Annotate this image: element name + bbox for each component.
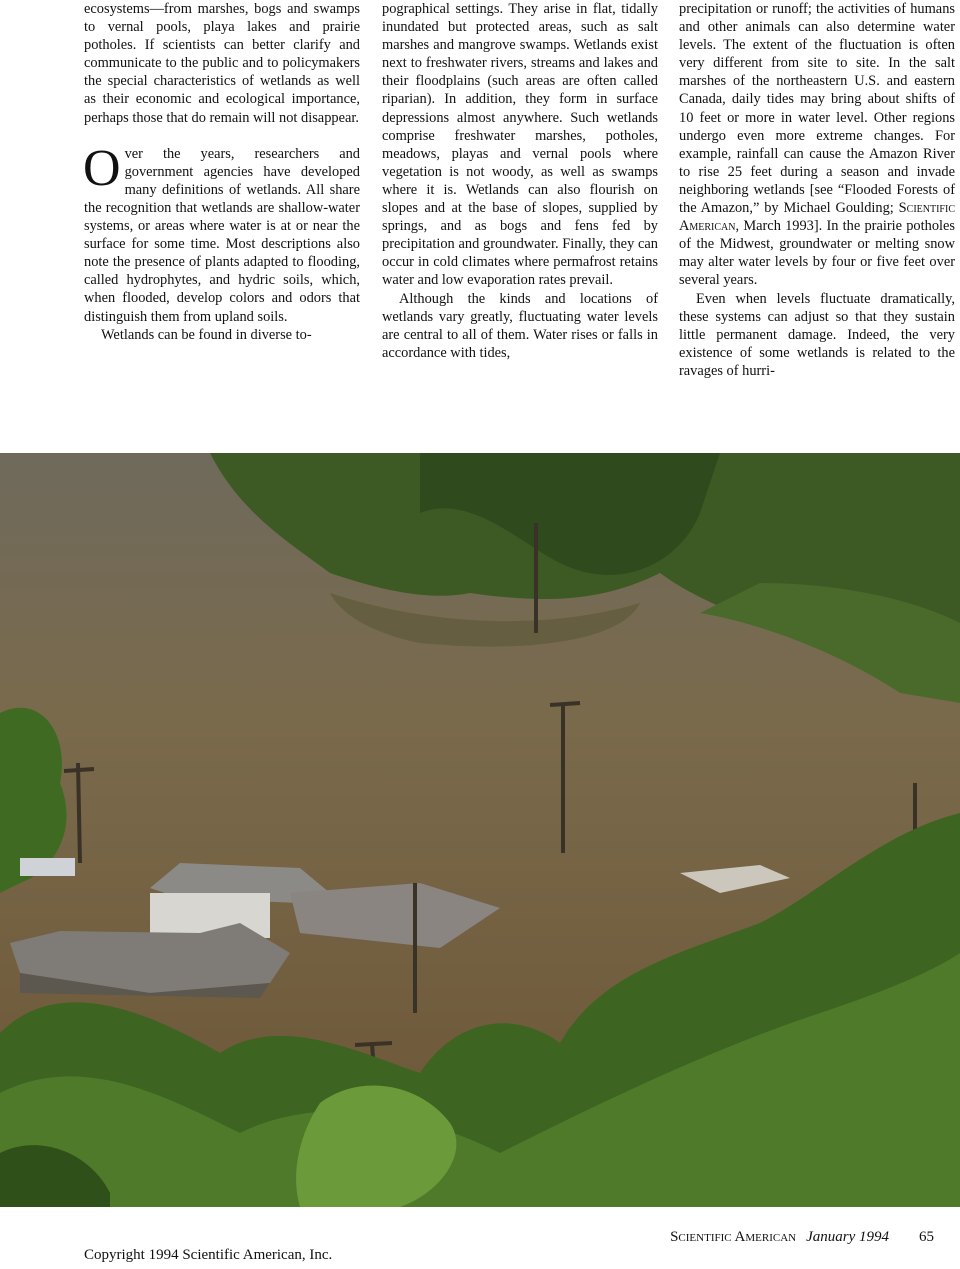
page-footer — [670, 1229, 934, 1246]
paragraph-with-dropcap — [83, 139, 360, 326]
paragraph — [679, 0, 955, 290]
paragraph: Wetlands can be found in diverse to- — [101, 326, 312, 343]
paragraph: Even when levels fluctuate dramatically, these systems can adjust so that they sustain little permanent damage. Indeed, the very existence of some wetlands is related to the ravages of hurri- — [679, 290, 955, 379]
magazine-name: Scientific American — [670, 1229, 797, 1245]
issue-date: January 1994 — [806, 1229, 889, 1245]
magazine-citation: Scientific American — [679, 200, 955, 235]
paragraph: Although the kinds and locations of wetlands vary greatly, fluctuating water levels are central to all of them. Water rises or falls in accordance with tides, — [382, 290, 658, 361]
text-column-1 — [84, 0, 360, 344]
paragraph: ecosystems—from marshes, bogs and swamps to vernal pools, playa lakes and prairie potholes. If scientists can better clarify and communicate to the public and to policymakers the special characteristics of wetlands as well as their economic and ecological importance, perhaps those that do remain will not disappear. — [84, 1, 360, 126]
copyright-notice: Copyright 1994 Scientific American, Inc. — [84, 1247, 333, 1263]
paragraph-text: , March 1993]. In the prairie potholes of the Midwest, groundwater or melting snow may alter water levels by four or five feet over several years. — [679, 218, 955, 289]
flooded-town-photo — [0, 453, 960, 1207]
text-column-3 — [679, 0, 955, 380]
paragraph-text: ver the years, researchers and government agencies have developed many definitions of wetlands. All share the recognition that wetlands are shallow-water systems, or areas where water is at or near the surface for some time. Most descriptions also note the presence of plants adapted to flooding, called hydrophytes, and hydric soils, which, when flooded, develop colors and odors that distinguish them from upland soils. — [84, 145, 360, 325]
text-column-2 — [382, 0, 658, 362]
paragraph-text: precipitation or runoff; the activities of humans and other animals can also determine water levels. The extent of the fluctuation is often very different from site to site. In the salt marshes of the northeastern U.S. and eastern Canada, daily tides may bring about shifts of 10 feet or more in water level. Other regions undergo even more extreme changes. For example, rainfall can cause the Amazon River to rise 25 feet during a season and invade neighboring wetlands [see “Flooded Forests of the Amazon,” by Michael Goulding; — [679, 1, 955, 217]
drop-cap: O — [83, 139, 121, 197]
paragraph: pographical settings. They arise in flat, tidally inundated but protected areas, such as salt marshes and mangrove swamps. Wetlands exist next to freshwater rivers, streams and lakes and their floodplains (such areas are often called riparian). In addition, they form in surface depressions almost anywhere. Such wetlands comprise freshwater marshes, potholes, meadows, playas and vernal pools where vegetation is not woody, as well as swamps where it is. Wetlands can also flourish on slopes and at the base of slopes, supplied by springs, and as bogs and fens fed by precipitation and groundwater. Finally, they can occur in cold climates where permafrost retains water and low evaporation rates prevail. — [382, 1, 658, 289]
page-number: 65 — [919, 1229, 934, 1245]
